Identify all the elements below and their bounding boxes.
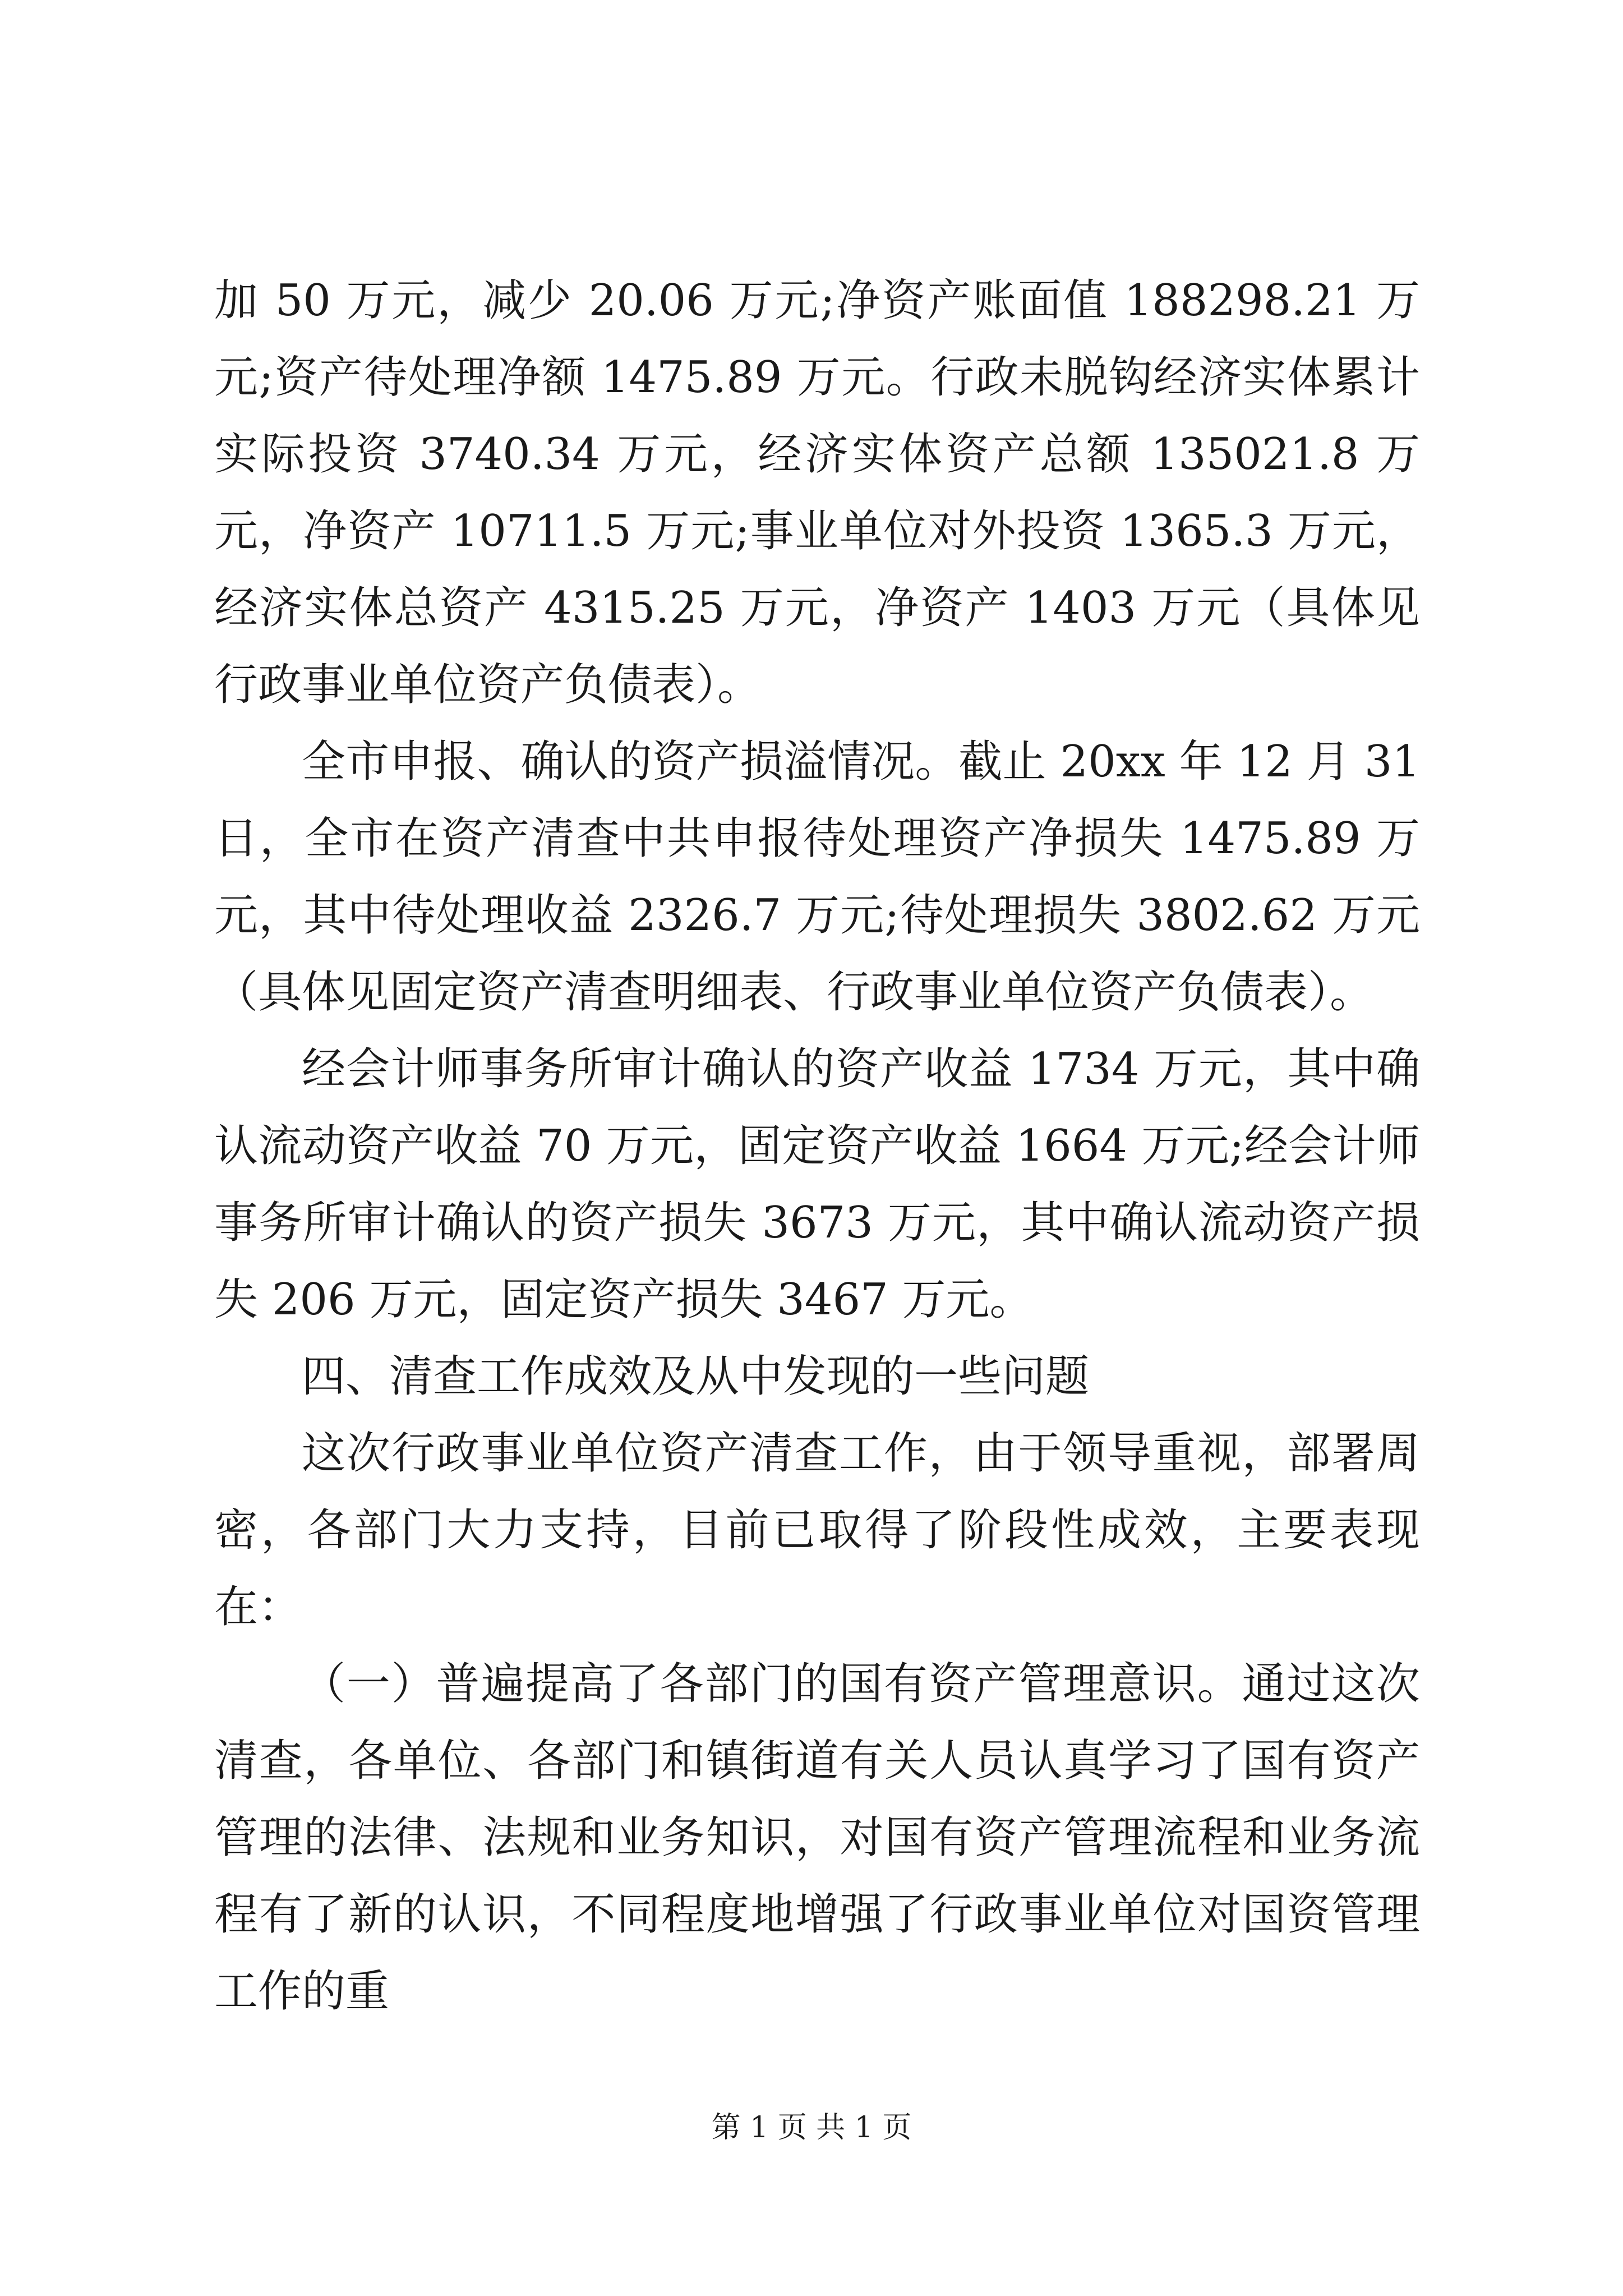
section-heading: 四、清查工作成效及从中发现的一些问题 (302, 1351, 1090, 1402)
paragraph-result-one: （一）普遍提高了各部门的国有资产管理意识。通过这次清查，各单位、各部门和镇街道有关人员认真学习了国有资产管理的法律、法规和业务知识，对国有资产管理流程和业务流程有了新的认识，不同程度地增强了行政事业单位对国资管理工作的重 (214, 1659, 1420, 2017)
page-footer: 第 1 页 共 1 页 (711, 2111, 912, 2145)
paragraph-asset-gains-losses: 全市申报、确认的资产损溢情况。截止 20xx 年 12 月 31 日，全市在资产清查中共申报待处理资产净损失 1475.89 万元，其中待处理收益 2326.7 万元;待处理损失 3802.62 万元（具体见固定资产清查明细表、行政事业单位资产负债表）。 (214, 737, 1420, 1018)
document-body (214, 263, 1420, 2030)
paragraph-continuation: 加 50 万元，减少 20.06 万元;净资产账面值 188298.21 万元;资产待处理净额 1475.89 万元。行政未脱钩经济实体累计实际投资 3740.34 万元，经济实体资产总额 135021.8 万元，净资产 10711.5 万元;事业单位对外投资 1365.3 万元，经济实体总资产 4315.25 万元，净资产 1403 万元（具体见行政事业单位资产负债表）。 (214, 275, 1420, 710)
paragraph-audit-confirmed: 经会计师事务所审计确认的资产收益 1734 万元，其中确认流动资产收益 70 万元，固定资产收益 1664 万元;经会计师事务所审计确认的资产损失 3673 万元，其中确认流动资产损失 206 万元，固定资产损失 3467 万元。 (214, 1044, 1420, 1325)
paragraph-results-intro: 这次行政事业单位资产清查工作，由于领导重视，部署周密，各部门大力支持，目前已取得了阶段性成效，主要表现在： (214, 1428, 1420, 1632)
